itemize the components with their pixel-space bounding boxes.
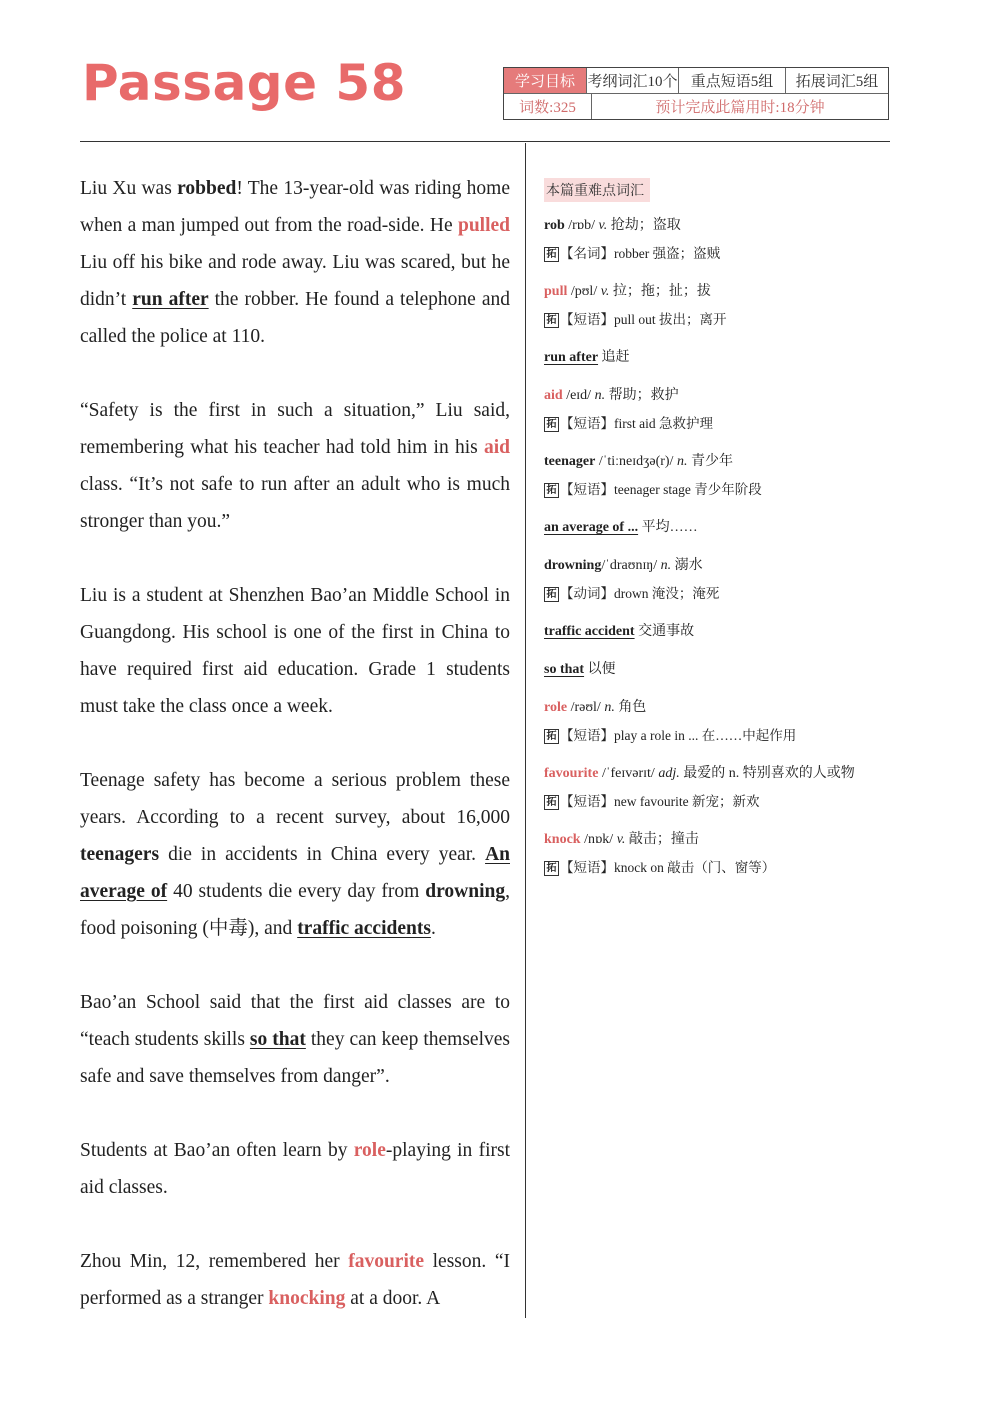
vocab-pos: v. [600, 284, 610, 299]
vocab-extension-line [544, 788, 889, 816]
vocab-definition: 帮助；救护 [605, 388, 679, 403]
vocab-extension: 【短语】first aid 急救护理 [560, 416, 713, 431]
estimated-time: 预计完成此篇用时:18分钟 [655, 99, 825, 116]
column-divider [525, 143, 526, 1318]
vocab-main-line [544, 656, 889, 684]
vocab-main-line [544, 382, 889, 410]
vocab-definition: 溺水 [671, 558, 703, 573]
vocab-pos: n. [594, 388, 606, 403]
extension-icon: 拓 [544, 247, 559, 262]
text: Teenage safety has become a serious problem these years. According to a recent survey, about 16,000 [80, 770, 510, 828]
vocab-definition: 抢劫；盗取 [607, 218, 681, 233]
vocab-main-line [544, 694, 889, 722]
text: -playing in first aid classes. [80, 1140, 510, 1198]
vocab-word: run after [544, 350, 599, 365]
vocab-main-line [544, 826, 889, 854]
text: Bao’an School said that the first aid classes are to “teach students skills [80, 992, 510, 1050]
text: Liu is a student at Shenzhen Bao’an Middle School in Guangdong. His school is one of the first in China to have required first aid education. Grade 1 students must take the class once a week. [80, 585, 510, 717]
vocab-header: 本篇重难点词汇 [544, 178, 650, 202]
vocab-extension-line [544, 580, 889, 608]
vocab-entry-rob [544, 212, 889, 268]
vocab-entry-traffic-accident [544, 618, 889, 646]
vocab-word: favourite [544, 766, 599, 781]
vocab-extension: 【名词】robber 强盗；盗贼 [560, 246, 721, 261]
vocab-main-line [544, 344, 889, 372]
vocab-extension: 【短语】teenager stage 青少年阶段 [560, 482, 762, 497]
vocab-definition: 拉；拖；扯；拔 [609, 284, 711, 299]
vocab-entry-drowning [544, 552, 889, 608]
text: “Safety is the first in such a situation,” Liu said, remembering what his teacher had told him in his [80, 400, 510, 458]
vocab-phonetic: /ˈdraʊnɪŋ/ [601, 558, 661, 573]
paragraph-3 [80, 577, 510, 725]
vocab-definition: 平均…… [638, 520, 698, 535]
study-goal-table [503, 67, 889, 120]
vocab-word: traffic accident [544, 624, 635, 639]
vocab-definition: 敲击；撞击 [625, 832, 699, 847]
text: class. “It’s not safe to run after an adult who is much stronger than you.” [80, 474, 510, 532]
vocab-phonetic: /rəʊl/ [567, 700, 605, 715]
text: at a door. A [345, 1288, 441, 1309]
vocab-phonetic: /pʊl/ [567, 284, 601, 299]
vocab-phonetic: /ˈfeɪvərɪt/ [598, 766, 659, 781]
paragraph-4 [80, 762, 510, 947]
keyword-pulled: pulled [457, 215, 510, 236]
vocab-extension: 【短语】pull out 拔出；离开 [560, 312, 727, 327]
keyword-knocking: knocking [268, 1288, 346, 1309]
page-title: Passage 58 [82, 54, 406, 112]
goal-row [504, 68, 888, 94]
extension-icon: 拓 [544, 861, 559, 876]
paragraph-5 [80, 984, 510, 1095]
vocab-entry-so-that [544, 656, 889, 684]
text: 40 students die every day from [167, 881, 426, 902]
vocab-extension-line [544, 476, 889, 504]
keyword-traffic-accidents: traffic accidents [297, 918, 431, 939]
text: Liu Xu was [80, 178, 178, 199]
vocab-extension-line [544, 854, 889, 882]
vocab-extension-line [544, 306, 889, 334]
vocab-extension-line [544, 410, 889, 438]
vocab-main-line [544, 278, 889, 306]
vocab-entry-favourite [544, 760, 889, 816]
keyword-teenagers: teenagers [80, 844, 160, 865]
text: , food poisoning (中毒), and [80, 881, 510, 939]
keyword-favourite: favourite [348, 1251, 425, 1272]
text: die in accidents in China every year. [159, 844, 486, 865]
goal-vocab-count: 考纲词汇10个 [587, 68, 679, 93]
vocab-pos: n. [676, 454, 688, 469]
paragraph-6 [80, 1132, 510, 1206]
vocab-extension: 【短语】new favourite 新宠；新欢 [560, 794, 760, 809]
vocab-phonetic: /ˈtiːneɪdʒə(r)/ [595, 454, 677, 469]
vocab-word: knock [544, 832, 581, 847]
vocab-entry-teenager [544, 448, 889, 504]
keyword-robbed: robbed [177, 178, 237, 199]
stats-row [504, 94, 888, 120]
vocab-main-line [544, 618, 889, 646]
vocabulary-panel [544, 178, 889, 892]
extension-icon: 拓 [544, 729, 559, 744]
vocab-word: rob [544, 218, 565, 233]
text: . [430, 918, 436, 939]
vocab-phonetic: /eɪd/ [562, 388, 595, 403]
extension-icon: 拓 [544, 587, 559, 602]
vocab-entry-role [544, 694, 889, 750]
vocab-main-line [544, 448, 889, 476]
goal-phrase-count: 重点短语5组 [679, 68, 786, 93]
vocab-pos: adj. [658, 766, 680, 781]
vocab-word: so that [544, 662, 585, 677]
vocab-definition: 青少年 [687, 454, 733, 469]
vocab-main-line [544, 212, 889, 240]
vocab-entry-knock [544, 826, 889, 882]
vocab-entry-an-average-of [544, 514, 889, 542]
vocab-word: drowning [544, 558, 602, 573]
vocab-word: pull [544, 284, 568, 299]
goal-extended-count: 拓展词汇5组 [795, 73, 879, 90]
vocab-definition: 交通事故 [634, 624, 695, 639]
vocab-extension: 【短语】knock on 敲击（门、窗等） [560, 860, 776, 875]
text: Zhou Min, 12, remembered her [80, 1251, 349, 1272]
keyword-role: role [353, 1140, 386, 1161]
vocab-pos: n. [604, 700, 615, 715]
vocab-word: role [544, 700, 568, 715]
vocab-entry-aid [544, 382, 889, 438]
vocab-word: teenager [544, 454, 596, 469]
keyword-so-that: so that [249, 1029, 306, 1050]
vocab-pos: v. [616, 832, 626, 847]
text: Students at Bao’an often learn by [80, 1140, 354, 1161]
keyword-an-average-of: An average of [80, 844, 510, 902]
text: lesson. “I performed as a stranger [80, 1251, 510, 1309]
paragraph-1 [80, 170, 510, 355]
vocab-extension: 【动词】drown 淹没；淹死 [560, 586, 720, 601]
vocab-definition: 最爱的 n. 特别喜欢的人或物 [679, 766, 855, 781]
keyword-drowning: drowning [425, 881, 506, 902]
vocab-definition: 角色 [614, 700, 647, 715]
vocab-definition: 以便 [584, 662, 616, 677]
vocab-phonetic: /rɒb/ [564, 218, 599, 233]
keyword-aid: aid [483, 437, 510, 458]
text: the robber. He found a telephone and called the police at 110. [80, 289, 510, 347]
extension-icon: 拓 [544, 483, 559, 498]
vocab-word: aid [544, 388, 563, 403]
text: ! The 13-year-old was riding home when a man jumped out from the road-side. He [80, 178, 510, 236]
vocab-phonetic: /nɒk/ [580, 832, 617, 847]
vocab-extension-line [544, 240, 889, 268]
extension-icon: 拓 [544, 313, 559, 328]
vocab-extension-line [544, 722, 889, 750]
paragraph-7 [80, 1243, 510, 1317]
passage-body [80, 170, 510, 1354]
vocab-entry-run-after [544, 344, 889, 372]
vocab-entry-pull [544, 278, 889, 334]
keyword-run-after: run after [132, 289, 209, 310]
vocab-word: an average of ... [544, 520, 639, 535]
vocab-main-line [544, 552, 889, 580]
header-divider [80, 141, 890, 142]
vocab-main-line [544, 760, 889, 788]
goal-tag: 学习目标 [504, 68, 587, 93]
word-count: 词数:325 [504, 94, 592, 120]
vocab-pos: n. [660, 558, 672, 573]
vocab-main-line [544, 514, 889, 542]
vocab-extension: 【短语】play a role in ... 在……中起作用 [560, 728, 797, 743]
text: they can keep themselves safe and save themselves from danger”. [80, 1029, 510, 1087]
paragraph-2 [80, 392, 510, 540]
vocab-pos: v. [598, 218, 608, 233]
text: Liu off his bike and rode away. Liu was scared, but he didn’t [80, 252, 510, 310]
vocab-definition: 追赶 [598, 350, 630, 365]
extension-icon: 拓 [544, 417, 559, 432]
extension-icon: 拓 [544, 795, 559, 810]
